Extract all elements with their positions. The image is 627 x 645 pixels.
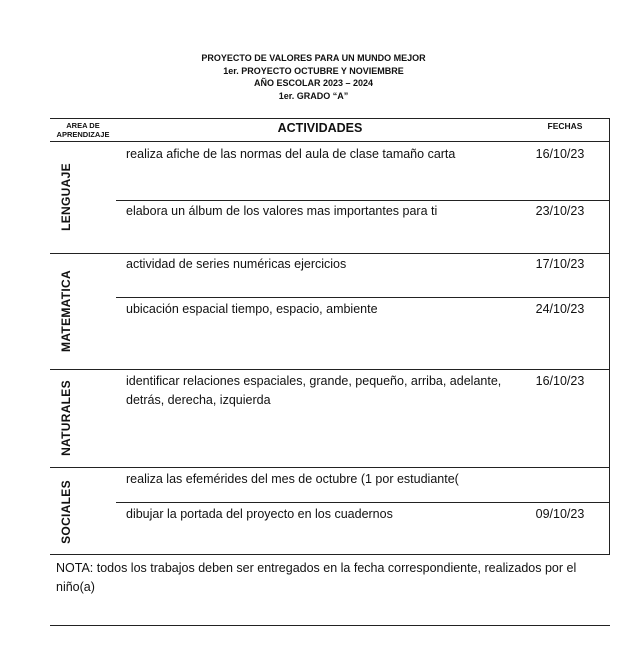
activity-date: 16/10/23 <box>535 147 585 161</box>
activity-date: 09/10/23 <box>535 507 585 521</box>
document-title <box>0 52 627 102</box>
activity-date: 16/10/23 <box>535 374 585 388</box>
title-line-grade: 1er. GRADO “A” <box>278 90 349 101</box>
matematica-bottom-border <box>50 369 610 370</box>
subject-matematica-label: MATEMATICA <box>59 270 73 352</box>
lenguaje-row-divider <box>116 200 610 201</box>
column-header-activities: ACTIVIDADES <box>277 121 363 135</box>
activity-text: realiza las efemérides del mes de octubre (1 por estudiante( <box>126 472 459 486</box>
column-header-dates: FECHAS <box>547 121 583 131</box>
activity-text: actividad de series numéricas ejercicios <box>126 257 347 271</box>
activity-text: elabora un álbum de los valores mas importantes para ti <box>126 204 438 218</box>
subject-naturales-label: NATURALES <box>59 380 73 456</box>
activity-date: 24/10/23 <box>535 302 585 316</box>
matematica-row-divider <box>116 297 610 298</box>
activity-text: realiza afiche de las normas del aula de clase tamaño carta <box>126 147 456 161</box>
subject-sociales-label: SOCIALES <box>59 480 73 544</box>
activity-date: 23/10/23 <box>535 204 585 218</box>
lenguaje-bottom-border <box>50 253 610 254</box>
subject-lenguaje-label: LENGUAJE <box>59 163 73 231</box>
sociales-row-divider <box>116 502 610 503</box>
activity-text: identificar relaciones espaciales, grande, pequeño, arriba, adelante, detrás, derecha, izquierda <box>126 374 502 407</box>
activity-text: ubicación espacial tiempo, espacio, ambiente <box>126 302 378 316</box>
table-right-border <box>609 118 610 555</box>
title-line-school-year: AÑO ESCOLAR 2023 – 2024 <box>253 78 374 88</box>
note-text: NOTA: todos los trabajos deben ser entregados en la fecha correspondiente, realizados por el niño(a) <box>56 561 577 594</box>
activity-text: dibujar la portada del proyecto en los cuadernos <box>126 507 393 521</box>
header-bottom-border <box>50 141 610 142</box>
column-header-area-line2: APRENDIZAJE <box>56 130 110 139</box>
column-header-area-line1: AREA DE <box>66 121 100 130</box>
table-top-border <box>50 118 610 119</box>
title-line-project: PROYECTO DE VALORES PARA UN MUNDO MEJOR <box>201 53 426 63</box>
activity-date: 17/10/23 <box>535 257 585 271</box>
column-header-area <box>50 121 116 139</box>
title-line-period: 1er. PROYECTO OCTUBRE Y NOVIEMBRE <box>223 65 404 76</box>
note-bottom-border <box>50 625 610 626</box>
sociales-bottom-border <box>50 554 610 555</box>
naturales-bottom-border <box>50 467 610 468</box>
